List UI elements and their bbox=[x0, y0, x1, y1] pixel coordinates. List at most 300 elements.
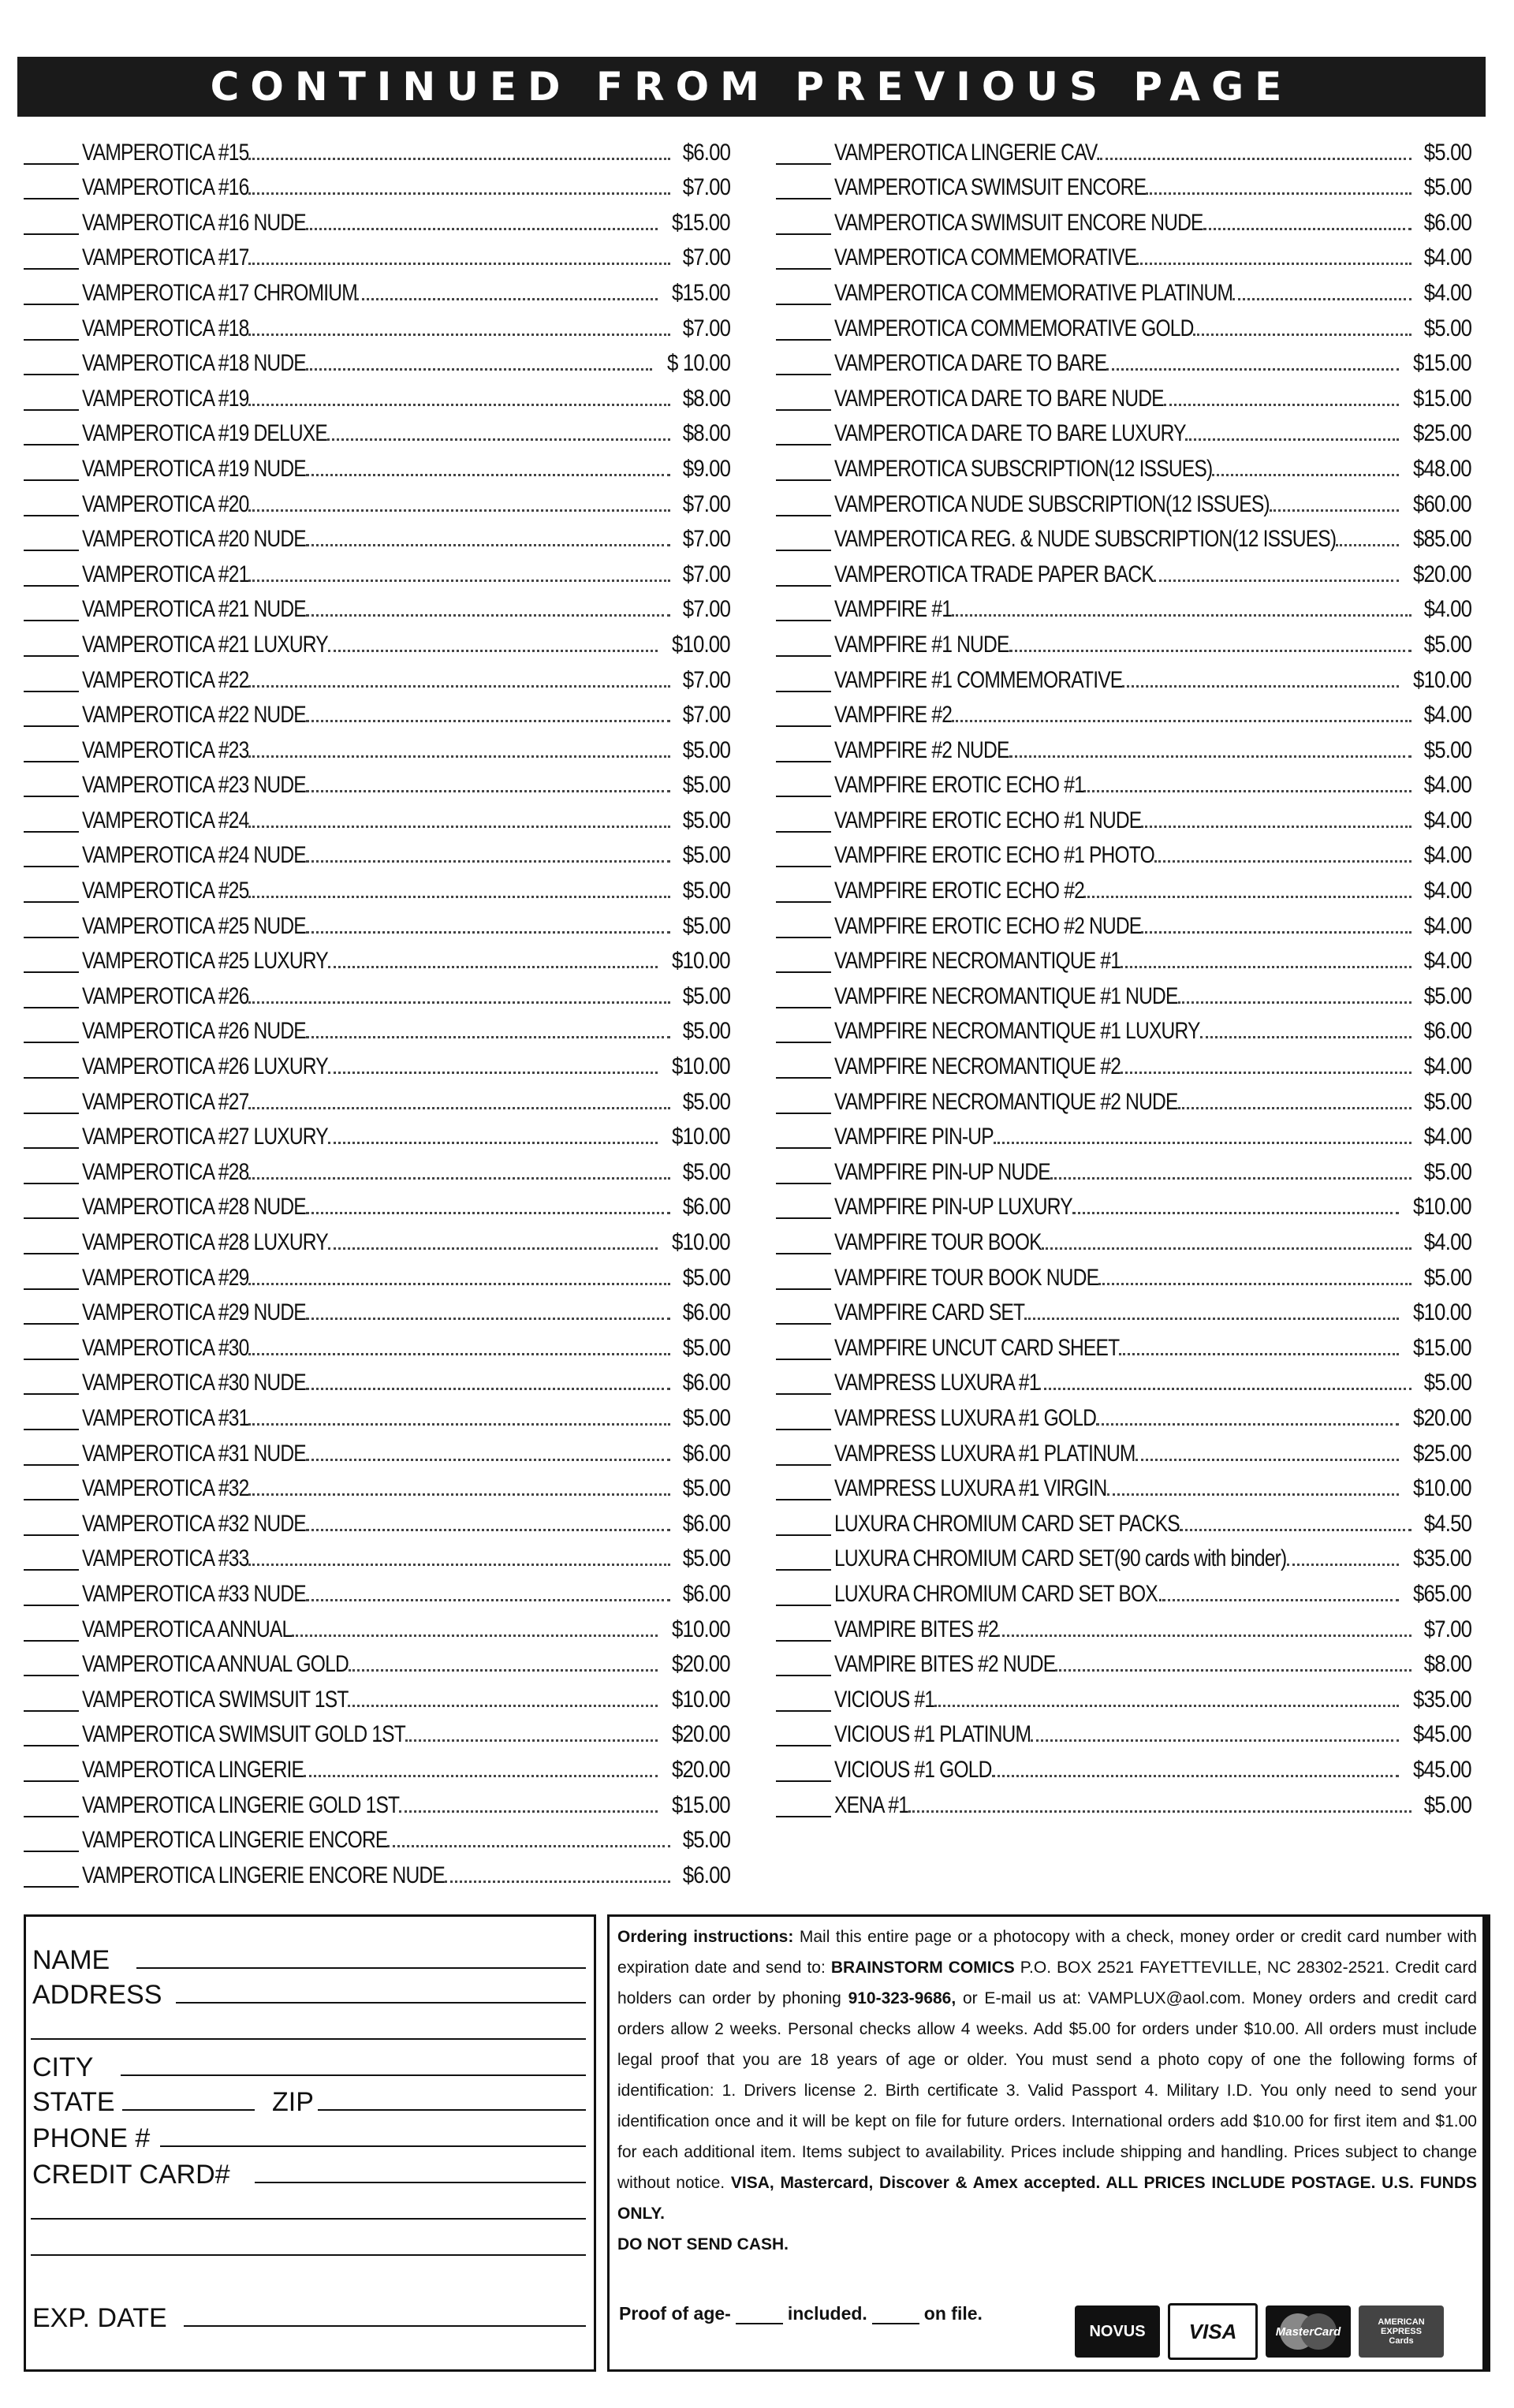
quantity-blank[interactable] bbox=[24, 1445, 79, 1466]
dot-leader bbox=[445, 1881, 670, 1883]
item-name: VAMPFIRE TOUR BOOK NUDE bbox=[834, 1264, 1099, 1291]
dot-leader bbox=[1287, 1564, 1400, 1566]
price-list-item bbox=[776, 1679, 1471, 1715]
item-price: $6.00 bbox=[682, 1370, 730, 1396]
item-price: $10.00 bbox=[1413, 1475, 1471, 1502]
quantity-blank[interactable] bbox=[776, 742, 831, 762]
item-name: LUXURA CHROMIUM CARD SET PACKS bbox=[834, 1510, 1180, 1537]
ordering-instructions bbox=[607, 1914, 1490, 2372]
dot-leader bbox=[306, 1318, 670, 1320]
quantity-blank[interactable] bbox=[776, 1586, 831, 1606]
item-name: VAMPFIRE #1 NUDE bbox=[834, 631, 1009, 658]
price-list-item bbox=[776, 590, 1471, 625]
item-name: VAMPFIRE NECROMANTIQUE #2 NUDE bbox=[834, 1088, 1178, 1115]
quantity-blank[interactable] bbox=[776, 355, 831, 375]
dot-leader bbox=[306, 228, 658, 230]
quantity-blank[interactable] bbox=[24, 1198, 79, 1219]
quantity-blank[interactable] bbox=[776, 460, 831, 481]
dot-leader bbox=[306, 544, 670, 546]
address-line[interactable] bbox=[176, 2002, 586, 2004]
item-name: VICIOUS #1 bbox=[834, 1686, 935, 1713]
item-price: $5.00 bbox=[682, 1827, 730, 1854]
quantity-blank[interactable] bbox=[24, 918, 79, 938]
dot-leader bbox=[306, 614, 670, 617]
quantity-blank[interactable] bbox=[776, 566, 831, 587]
quantity-blank[interactable] bbox=[776, 1094, 831, 1114]
price-list-item bbox=[776, 695, 1471, 731]
item-price: $5.00 bbox=[1423, 1791, 1471, 1818]
item-price: $4.00 bbox=[1423, 948, 1471, 975]
quantity-blank[interactable] bbox=[776, 1023, 831, 1043]
price-list-item bbox=[24, 1504, 730, 1539]
quantity-blank[interactable] bbox=[776, 1269, 831, 1290]
item-name: VAMPEROTICA #30 bbox=[82, 1334, 249, 1361]
item-name: VAMPEROTICA LINGERIE bbox=[82, 1756, 304, 1783]
item-name: VAMPEROTICA COMMEMORATIVE GOLD bbox=[834, 315, 1194, 341]
price-list-item bbox=[776, 1750, 1471, 1785]
item-name: VAMPEROTICA LINGERIE GOLD 1ST bbox=[82, 1791, 400, 1818]
quantity-blank[interactable] bbox=[24, 672, 79, 692]
price-list-item bbox=[24, 730, 730, 766]
quantity-blank[interactable] bbox=[24, 1797, 79, 1817]
quantity-blank[interactable] bbox=[24, 1761, 79, 1782]
price-list-item bbox=[24, 1363, 730, 1399]
quantity-blank[interactable] bbox=[776, 777, 831, 797]
item-name: VAMPFIRE PIN-UP LUXURY bbox=[834, 1194, 1072, 1221]
item-name: LUXURA CHROMIUM CARD SET BOX. bbox=[834, 1580, 1162, 1607]
mastercard-logo bbox=[1266, 2305, 1351, 2358]
dot-leader bbox=[306, 1459, 670, 1461]
item-name: VAMPEROTICA #18 bbox=[82, 315, 249, 341]
item-price: $15.00 bbox=[1413, 1334, 1471, 1361]
price-list-item bbox=[776, 624, 1471, 660]
quantity-blank[interactable] bbox=[776, 496, 831, 516]
instructions-text bbox=[617, 1922, 1477, 2260]
quantity-blank[interactable] bbox=[24, 952, 79, 973]
item-price: $7.00 bbox=[1423, 1616, 1471, 1642]
quantity-blank[interactable] bbox=[24, 1867, 79, 1888]
dot-leader bbox=[328, 966, 658, 968]
dot-leader bbox=[1141, 826, 1411, 828]
quantity-blank[interactable] bbox=[776, 1410, 831, 1430]
item-price: $85.00 bbox=[1413, 526, 1471, 553]
quantity-blank[interactable] bbox=[24, 425, 79, 445]
price-list-item bbox=[24, 484, 730, 520]
proof-label: Proof of age- bbox=[619, 2303, 731, 2324]
price-list-item bbox=[776, 941, 1471, 977]
dot-leader bbox=[1212, 474, 1399, 476]
item-price: $10.00 bbox=[672, 1124, 730, 1150]
name-label: NAME bbox=[32, 1945, 110, 1975]
item-name: VAMPEROTICA #31 bbox=[82, 1404, 249, 1431]
item-name: VAMPEROTICA #22 NUDE bbox=[82, 702, 306, 729]
quantity-blank[interactable] bbox=[24, 1621, 79, 1642]
item-price: $10.00 bbox=[1413, 666, 1471, 693]
item-name: XENA #1 bbox=[834, 1791, 909, 1818]
quantity-blank[interactable] bbox=[776, 320, 831, 341]
price-list-item bbox=[776, 273, 1471, 308]
item-price: $6.00 bbox=[682, 1440, 730, 1467]
dot-leader bbox=[356, 298, 658, 300]
quantity-blank[interactable] bbox=[24, 566, 79, 587]
dot-leader bbox=[328, 1247, 658, 1250]
included-checkbox[interactable] bbox=[736, 2307, 783, 2324]
quantity-blank[interactable] bbox=[24, 1410, 79, 1430]
dot-leader bbox=[1193, 334, 1411, 336]
item-price: $7.00 bbox=[682, 490, 730, 517]
quantity-blank[interactable] bbox=[24, 706, 79, 727]
item-price: $5.00 bbox=[682, 982, 730, 1009]
price-list-item bbox=[24, 976, 730, 1012]
quantity-blank[interactable] bbox=[776, 812, 831, 833]
quantity-blank[interactable] bbox=[776, 531, 831, 551]
quantity-blank[interactable] bbox=[24, 1304, 79, 1325]
price-list-item bbox=[24, 414, 730, 449]
dot-leader bbox=[1121, 966, 1411, 968]
item-name: VAMPEROTICA ANNUAL GOLD bbox=[82, 1651, 349, 1678]
dot-leader bbox=[998, 1635, 1411, 1637]
item-name: VAMPEROTICA #25 NUDE bbox=[82, 912, 306, 939]
quantity-blank[interactable] bbox=[24, 496, 79, 516]
item-name: VAMPEROTICA #16 NUDE bbox=[82, 209, 306, 236]
item-price: $5.00 bbox=[682, 1018, 730, 1045]
price-list-item bbox=[24, 1750, 730, 1785]
item-name: VAMPFIRE #2 NUDE bbox=[834, 736, 1009, 763]
quantity-blank[interactable] bbox=[24, 179, 79, 199]
item-price: $6.00 bbox=[682, 1510, 730, 1537]
quantity-blank[interactable] bbox=[776, 249, 831, 270]
item-name: VAMPEROTICA COMMEMORATIVE bbox=[834, 244, 1137, 271]
dot-leader bbox=[1009, 650, 1411, 652]
quantity-blank[interactable] bbox=[776, 918, 831, 938]
quantity-blank[interactable] bbox=[776, 1058, 831, 1079]
item-price: $5.00 bbox=[682, 1404, 730, 1431]
quantity-blank[interactable] bbox=[24, 1550, 79, 1571]
item-price: $5.00 bbox=[1423, 736, 1471, 763]
item-name: VAMPFIRE #2 bbox=[834, 702, 953, 729]
item-name: VAMPEROTICA ANNUAL bbox=[82, 1616, 293, 1642]
price-list-item bbox=[776, 484, 1471, 520]
quantity-blank[interactable] bbox=[776, 1234, 831, 1254]
item-price: $15.00 bbox=[672, 1791, 730, 1818]
dot-leader bbox=[248, 755, 670, 758]
quantity-blank[interactable] bbox=[24, 214, 79, 235]
quantity-blank[interactable] bbox=[24, 1234, 79, 1254]
item-price: $4.00 bbox=[1423, 1229, 1471, 1255]
item-name: VAMPEROTICA LINGERIE ENCORE NUDE bbox=[82, 1862, 445, 1888]
item-name: VAMPRESS LUXURA #1 VIRGIN bbox=[834, 1475, 1107, 1502]
price-list-item bbox=[776, 1469, 1471, 1504]
quantity-blank[interactable] bbox=[776, 214, 831, 235]
price-list-item bbox=[776, 308, 1471, 344]
dot-leader bbox=[1096, 1423, 1399, 1426]
item-name: VAMPFIRE NECROMANTIQUE #1 bbox=[834, 948, 1121, 975]
item-price: $5.00 bbox=[1423, 1088, 1471, 1115]
quantity-blank[interactable] bbox=[24, 355, 79, 375]
quantity-blank[interactable] bbox=[776, 1445, 831, 1466]
dot-leader bbox=[405, 1739, 658, 1742]
item-name: VAMPRESS LUXURA #1 GOLD bbox=[834, 1404, 1097, 1431]
city-line[interactable] bbox=[121, 2074, 586, 2076]
item-price: $20.00 bbox=[672, 1721, 730, 1748]
price-list-item bbox=[24, 660, 730, 695]
price-list-item bbox=[24, 1433, 730, 1469]
quantity-blank[interactable] bbox=[776, 1726, 831, 1746]
item-name: VAMPEROTICA #26 NUDE bbox=[82, 1018, 306, 1045]
dot-leader bbox=[1055, 1669, 1411, 1672]
quantity-blank[interactable] bbox=[776, 1761, 831, 1782]
quantity-blank[interactable] bbox=[776, 1480, 831, 1500]
quantity-blank[interactable] bbox=[776, 144, 831, 165]
credit-card-line[interactable] bbox=[255, 2182, 586, 2183]
phone-line[interactable] bbox=[160, 2145, 586, 2147]
quantity-blank[interactable] bbox=[24, 601, 79, 621]
instructions-p1: Mail this entire page or a photocopy with a check, money order or credit card number with expiration date and send to: bbox=[617, 1928, 1477, 1977]
quantity-blank[interactable] bbox=[776, 1374, 831, 1395]
dot-leader bbox=[1107, 1493, 1400, 1496]
exp-date-label: EXP. DATE bbox=[32, 2303, 167, 2333]
price-list-item bbox=[776, 554, 1471, 590]
dot-leader bbox=[328, 1142, 658, 1144]
price-list-item bbox=[776, 766, 1471, 801]
item-price: $5.00 bbox=[682, 1264, 730, 1291]
item-name: VAMPRESS LUXURA #1 bbox=[834, 1370, 1039, 1396]
dot-leader bbox=[248, 1493, 670, 1496]
quantity-blank[interactable] bbox=[24, 1832, 79, 1852]
price-list-item bbox=[776, 1504, 1471, 1539]
item-price: $10.00 bbox=[672, 631, 730, 658]
quantity-blank[interactable] bbox=[24, 1128, 79, 1149]
price-list-item bbox=[776, 1574, 1471, 1609]
dot-leader bbox=[248, 1283, 670, 1285]
quantity-blank[interactable] bbox=[24, 144, 79, 165]
dot-leader bbox=[248, 334, 670, 336]
quantity-blank[interactable] bbox=[776, 1340, 831, 1360]
price-list-item bbox=[24, 520, 730, 555]
price-list-item bbox=[24, 1715, 730, 1750]
item-name: VAMPFIRE EROTIC ECHO #2 bbox=[834, 878, 1084, 904]
item-name: VAMPEROTICA #31 NUDE bbox=[82, 1440, 306, 1467]
quantity-blank[interactable] bbox=[24, 460, 79, 481]
dot-leader bbox=[1154, 580, 1400, 582]
quantity-blank[interactable] bbox=[776, 1198, 831, 1219]
price-list-item bbox=[24, 1679, 730, 1715]
item-price: $5.00 bbox=[1423, 315, 1471, 341]
item-price: $7.00 bbox=[682, 666, 730, 693]
price-list-item bbox=[24, 1398, 730, 1433]
item-price: $4.00 bbox=[1423, 842, 1471, 869]
price-list-item bbox=[776, 168, 1471, 203]
price-list-item bbox=[776, 730, 1471, 766]
quantity-blank[interactable] bbox=[776, 706, 831, 727]
item-price: $5.00 bbox=[682, 1475, 730, 1502]
quantity-blank[interactable] bbox=[776, 390, 831, 411]
item-name: VAMPEROTICA #25 bbox=[82, 878, 249, 904]
item-price: $8.00 bbox=[1423, 1651, 1471, 1678]
company-name: BRAINSTORM COMICS bbox=[830, 1959, 1015, 1977]
price-list-item bbox=[776, 1258, 1471, 1293]
price-list-item bbox=[24, 1821, 730, 1856]
zip-line[interactable] bbox=[318, 2109, 586, 2111]
item-name: VAMPEROTICA #21 LUXURY bbox=[82, 631, 328, 658]
dot-leader bbox=[306, 1388, 670, 1390]
quantity-blank[interactable] bbox=[776, 1621, 831, 1642]
price-list-item bbox=[776, 836, 1471, 871]
item-price: $5.00 bbox=[682, 1158, 730, 1185]
proof-of-age bbox=[619, 2303, 983, 2324]
item-price: $7.00 bbox=[682, 315, 730, 341]
item-name: VAMPFIRE CARD SET bbox=[834, 1299, 1025, 1326]
quantity-blank[interactable] bbox=[776, 847, 831, 867]
item-price: $5.00 bbox=[1423, 1370, 1471, 1396]
address-line-2[interactable] bbox=[31, 2038, 586, 2040]
item-price: $5.00 bbox=[1423, 631, 1471, 658]
item-name: VAMPFIRE NECROMANTIQUE #1 NUDE bbox=[834, 982, 1178, 1009]
item-name: VAMPFIRE PIN-UP NUDE bbox=[834, 1158, 1050, 1185]
price-list-item bbox=[24, 344, 730, 379]
quantity-blank[interactable] bbox=[24, 636, 79, 657]
quantity-blank[interactable] bbox=[24, 777, 79, 797]
quantity-blank[interactable] bbox=[24, 1515, 79, 1536]
quantity-blank[interactable] bbox=[24, 531, 79, 551]
quantity-blank[interactable] bbox=[776, 1128, 831, 1149]
price-list-item bbox=[24, 378, 730, 414]
dot-leader bbox=[1119, 1353, 1399, 1355]
item-price: $6.00 bbox=[682, 1299, 730, 1326]
quantity-blank[interactable] bbox=[24, 1691, 79, 1712]
quantity-blank[interactable] bbox=[24, 1340, 79, 1360]
quantity-blank[interactable] bbox=[24, 1480, 79, 1500]
quantity-blank[interactable] bbox=[24, 1374, 79, 1395]
dot-leader bbox=[1164, 404, 1399, 406]
dot-leader bbox=[1136, 263, 1411, 265]
price-list-item bbox=[776, 1398, 1471, 1433]
quantity-blank[interactable] bbox=[776, 1550, 831, 1571]
state-line[interactable] bbox=[122, 2109, 255, 2111]
quantity-blank[interactable] bbox=[776, 672, 831, 692]
quantity-blank[interactable] bbox=[776, 952, 831, 973]
quantity-blank[interactable] bbox=[24, 285, 79, 305]
quantity-blank[interactable] bbox=[24, 1656, 79, 1676]
quantity-blank[interactable] bbox=[24, 1023, 79, 1043]
quantity-blank[interactable] bbox=[24, 742, 79, 762]
dot-leader bbox=[1083, 790, 1411, 792]
item-price: $25.00 bbox=[1413, 420, 1471, 447]
quantity-blank[interactable] bbox=[776, 1164, 831, 1184]
item-name: VAMPEROTICA #25 LUXURY bbox=[82, 948, 328, 975]
quantity-blank[interactable] bbox=[24, 390, 79, 411]
right-price-list bbox=[776, 132, 1471, 1821]
amex-line3: Cards bbox=[1389, 2336, 1414, 2346]
item-price: $20.00 bbox=[672, 1756, 730, 1783]
quantity-blank[interactable] bbox=[776, 1797, 831, 1817]
item-name: VAMPFIRE PIN-UP bbox=[834, 1124, 994, 1150]
on-file-checkbox[interactable] bbox=[872, 2307, 919, 2324]
dot-leader bbox=[1180, 1529, 1411, 1531]
quantity-blank[interactable] bbox=[24, 1058, 79, 1079]
item-name: VAMPRESS LUXURA #1 PLATINUM bbox=[834, 1440, 1136, 1467]
quantity-blank[interactable] bbox=[24, 1094, 79, 1114]
item-name: VAMPEROTICA LINGERIE CAV. bbox=[834, 139, 1101, 166]
name-line[interactable] bbox=[136, 1967, 586, 1969]
quantity-blank[interactable] bbox=[776, 1304, 831, 1325]
item-name: VAMPEROTICA DARE TO BARE bbox=[834, 350, 1107, 377]
price-list-item bbox=[24, 1645, 730, 1680]
quantity-blank[interactable] bbox=[776, 285, 831, 305]
dot-leader bbox=[248, 263, 670, 265]
item-name: VAMPEROTICA #32 NUDE bbox=[82, 1510, 306, 1537]
item-price: $25.00 bbox=[1413, 1440, 1471, 1467]
price-list-item bbox=[24, 238, 730, 274]
zip-label: ZIP bbox=[272, 2087, 314, 2117]
dot-leader bbox=[1154, 860, 1411, 863]
quantity-blank[interactable] bbox=[24, 1726, 79, 1746]
quantity-blank[interactable] bbox=[776, 636, 831, 657]
quantity-blank[interactable] bbox=[24, 882, 79, 903]
item-price: $60.00 bbox=[1413, 490, 1471, 517]
price-list-item bbox=[24, 1012, 730, 1047]
item-price: $5.00 bbox=[682, 912, 730, 939]
dot-leader bbox=[908, 1810, 1411, 1813]
item-name: VAMPEROTICA #27 bbox=[82, 1088, 249, 1115]
quantity-blank[interactable] bbox=[776, 882, 831, 903]
item-name: VICIOUS #1 GOLD bbox=[834, 1756, 992, 1783]
quantity-blank[interactable] bbox=[24, 1164, 79, 1184]
quantity-blank[interactable] bbox=[776, 1691, 831, 1712]
dot-leader bbox=[994, 1142, 1411, 1144]
quantity-blank[interactable] bbox=[776, 425, 831, 445]
dot-leader bbox=[1121, 1072, 1411, 1074]
item-price: $10.00 bbox=[672, 1616, 730, 1642]
quantity-blank[interactable] bbox=[24, 1269, 79, 1290]
item-name: VAMPEROTICA #21 NUDE bbox=[82, 596, 306, 623]
quantity-blank[interactable] bbox=[24, 320, 79, 341]
phone-label: PHONE # bbox=[32, 2123, 151, 2153]
quantity-blank[interactable] bbox=[24, 847, 79, 867]
item-name: VAMPEROTICA #30 NUDE bbox=[82, 1370, 306, 1396]
quantity-blank[interactable] bbox=[24, 988, 79, 1008]
exp-date-line[interactable] bbox=[184, 2325, 586, 2327]
item-name: VAMPEROTICA #24 NUDE bbox=[82, 842, 306, 869]
item-price: $10.00 bbox=[672, 1229, 730, 1255]
quantity-blank[interactable] bbox=[776, 988, 831, 1008]
dot-leader bbox=[1178, 1001, 1411, 1004]
quantity-blank[interactable] bbox=[776, 179, 831, 199]
item-price: $15.00 bbox=[672, 209, 730, 236]
blank-line[interactable] bbox=[31, 2254, 586, 2256]
price-list-item bbox=[776, 1433, 1471, 1469]
dot-leader bbox=[306, 931, 670, 934]
price-list-item bbox=[776, 1328, 1471, 1363]
item-price: $15.00 bbox=[672, 279, 730, 306]
quantity-blank[interactable] bbox=[776, 1515, 831, 1536]
quantity-blank[interactable] bbox=[24, 812, 79, 833]
item-price: $10.00 bbox=[672, 1053, 730, 1080]
credit-card-line-2[interactable] bbox=[31, 2218, 586, 2220]
price-list-item bbox=[776, 449, 1471, 484]
item-price: $7.00 bbox=[682, 561, 730, 587]
quantity-blank[interactable] bbox=[24, 1586, 79, 1606]
amex-line1: AMERICAN bbox=[1378, 2317, 1425, 2327]
item-price: $10.00 bbox=[672, 948, 730, 975]
quantity-blank[interactable] bbox=[776, 601, 831, 621]
item-name: VAMPEROTICA #26 bbox=[82, 982, 249, 1009]
quantity-blank[interactable] bbox=[24, 249, 79, 270]
quantity-blank[interactable] bbox=[776, 1656, 831, 1676]
dot-leader bbox=[1072, 1212, 1399, 1214]
amex-line2: EXPRESS bbox=[1381, 2326, 1422, 2336]
item-name: VAMPFIRE EROTIC ECHO #1 NUDE bbox=[834, 807, 1142, 833]
